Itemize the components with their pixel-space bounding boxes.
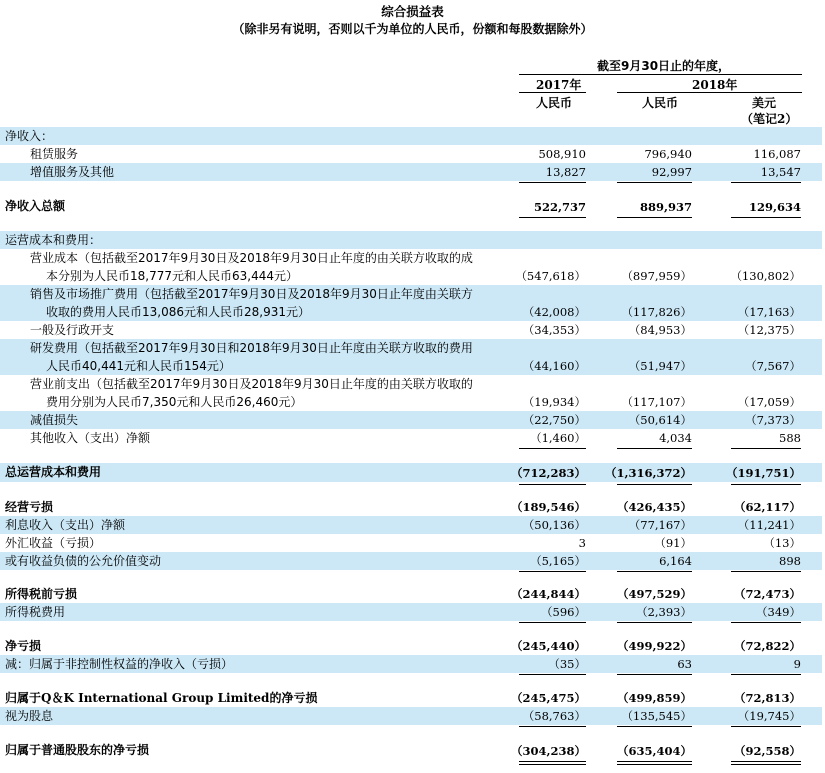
subtotal-rule — [731, 726, 801, 727]
row-label: 或有收益负债的公允价值变动 — [5, 554, 162, 568]
value-2018-usd: 13,547 — [760, 165, 801, 179]
row-impairment-loss — [0, 411, 822, 429]
row-label: 所得税费用 — [5, 605, 66, 619]
row-sales-marketing — [0, 285, 822, 321]
value-2017-rmb: （189,546） — [510, 500, 586, 514]
row-general-admin — [0, 321, 822, 339]
subtotal-rule — [519, 448, 586, 449]
value-2018-usd: （349） — [756, 605, 801, 619]
value-2017-rmb: （34,353） — [522, 323, 586, 337]
value-2017-rmb: 522,737 — [533, 200, 586, 214]
value-2017-rmb: （712,283） — [510, 466, 586, 480]
value-2018-rmb: （51,947） — [628, 359, 692, 373]
value-2018-rmb: 889,937 — [639, 200, 692, 214]
value-2017-rmb: 508,910 — [538, 147, 586, 161]
double-rule — [731, 761, 801, 765]
row-label: 净亏损 — [5, 639, 42, 653]
subtotal-rule — [519, 726, 586, 727]
statement-subtitle: （除非另有说明，否则以千为单位的人民币，份额和每股数据除外） — [232, 22, 593, 36]
value-2018-usd: （62,117） — [733, 500, 801, 514]
value-2018-usd: （7,567） — [745, 359, 801, 373]
subtotal-rule — [731, 674, 801, 675]
row-loss-before-tax — [0, 585, 822, 603]
row-label: 总运营成本和费用 — [5, 465, 102, 479]
row-label-continued: 本分别为人民币18,777元和人民币63,444元） — [46, 269, 298, 283]
value-2018-rmb: （50,614） — [628, 413, 692, 427]
subtotal-rule — [731, 182, 801, 183]
row-net-loss — [0, 637, 822, 655]
value-2018-usd: 116,087 — [753, 147, 801, 161]
year-2018-rule — [617, 92, 802, 93]
value-2018-usd: （191,751） — [725, 466, 801, 480]
double-rule — [617, 761, 692, 765]
value-2018-usd: 9 — [793, 657, 801, 671]
row-label-prefix: 归属于 — [5, 691, 42, 705]
year-2018-header: 2018年 — [692, 78, 738, 92]
value-2018-usd: （72,813） — [733, 691, 801, 705]
value-2018-rmb: 63 — [677, 657, 692, 671]
value-2018-usd: （7,373） — [745, 413, 801, 427]
row-label: 视为股息 — [5, 709, 54, 723]
subtotal-rule — [731, 484, 801, 485]
row-label — [5, 689, 317, 707]
value-2018-usd: （130,802） — [730, 269, 801, 283]
value-2018-rmb: 4,034 — [659, 431, 692, 445]
subtotal-rule — [617, 571, 692, 572]
row-label: 其他收入（支出）净额 — [30, 431, 151, 445]
row-label: 利息收入（支出）净额 — [5, 518, 126, 532]
value-2018-usd: 898 — [779, 554, 801, 568]
value-2018-usd: （17,059） — [737, 395, 801, 409]
row-rental-service — [0, 145, 822, 163]
row-net-loss-attributable-company — [0, 689, 822, 707]
value-2017-rmb: （244,844） — [510, 587, 586, 601]
value-2018-rmb: （497,529） — [616, 587, 692, 601]
subtotal-rule — [617, 448, 692, 449]
row-label: 增值服务及其他 — [30, 165, 115, 179]
value-2018-usd: 129,634 — [748, 200, 801, 214]
currency-rmb-2018: 人民币 — [642, 96, 679, 110]
currency-rmb-2017: 人民币 — [536, 96, 573, 110]
row-pre-opening — [0, 375, 822, 411]
value-2018-rmb: （135,545） — [621, 709, 692, 723]
row-label-continued: 收取的费用人民币13,086元和人民币28,931元） — [46, 305, 310, 319]
row-label: 运营成本和费用： — [5, 233, 102, 247]
company-name: Q＆K International Group Limited — [41, 691, 270, 705]
row-contingent-liability — [0, 552, 822, 570]
value-2018-rmb: （1,316,372） — [604, 466, 692, 480]
value-2018-rmb: （426,435） — [616, 500, 692, 514]
value-2017-rmb: （44,160） — [522, 359, 586, 373]
value-2017-rmb: （42,008） — [522, 305, 586, 319]
value-2017-rmb: （245,440） — [510, 639, 586, 653]
value-2018-rmb: （499,859） — [616, 691, 692, 705]
value-2018-rmb: （77,167） — [628, 518, 692, 532]
row-label: 销售及市场推广费用（包括截至2017年9月30日及2018年9月30日止年度由关联方 — [30, 287, 473, 301]
row-label-continued: 人民币40,441元和人民币154元） — [46, 359, 231, 373]
row-total-operating-costs — [0, 463, 822, 482]
row-cost-of-revenue — [0, 249, 822, 285]
value-2018-rmb: 6,164 — [659, 554, 692, 568]
value-2018-rmb: （635,404） — [616, 744, 692, 758]
value-2017-rmb: （547,618） — [515, 269, 586, 283]
row-label: 净收入： — [5, 129, 54, 143]
subtotal-rule — [617, 622, 692, 623]
row-label: 租赁服务 — [30, 147, 79, 161]
value-2018-usd: （12,375） — [737, 323, 801, 337]
value-2018-rmb: （897,959） — [621, 269, 692, 283]
row-label: 外汇收益（亏损） — [5, 536, 102, 550]
row-interest-income — [0, 516, 822, 534]
value-2018-rmb: （2,393） — [636, 605, 692, 619]
row-label: 减值损失 — [30, 413, 79, 427]
subtotal-rule — [617, 182, 692, 183]
row-total-net-revenue — [0, 197, 822, 216]
value-2017-rmb: （1,460） — [530, 431, 586, 445]
total-rule — [731, 217, 801, 218]
subtotal-rule — [731, 571, 801, 572]
row-fx-gain — [0, 534, 822, 552]
value-2017-rmb: （35） — [548, 657, 586, 671]
row-label: 净收入总额 — [5, 199, 66, 213]
value-2018-rmb: （117,826） — [621, 305, 692, 319]
subtotal-rule — [519, 484, 586, 485]
row-operating-loss — [0, 498, 822, 516]
year-2017-header: 2017年 — [536, 78, 582, 92]
total-rule — [519, 217, 586, 218]
row-net-revenue-heading — [0, 127, 822, 145]
value-2018-rmb: （499,922） — [616, 639, 692, 653]
value-2018-rmb: （84,953） — [628, 323, 692, 337]
total-rule — [617, 217, 692, 218]
value-2018-rmb: （117,107） — [621, 395, 692, 409]
value-2017-rmb: （596） — [541, 605, 586, 619]
value-2017-rmb: （19,934） — [522, 395, 586, 409]
value-2017-rmb: （5,165） — [530, 554, 586, 568]
row-label: 一般及行政开支 — [30, 323, 115, 337]
row-label-continued: 费用分别为人民币7,350元和人民币26,460元） — [46, 395, 303, 409]
row-label: 研发费用（包括截至2017年9月30日和2018年9月30日止年度由关联方收取的费用 — [30, 341, 473, 355]
value-2018-usd: （72,822） — [733, 639, 801, 653]
row-label: 营业前支出（包括截至2017年9月30日及2018年9月30日止年度的由关联方收取的 — [30, 377, 473, 391]
subtotal-rule — [519, 571, 586, 572]
value-2017-rmb: （50,136） — [522, 518, 586, 532]
row-label: 营业成本（包括截至2017年9月30日及2018年9月30日止年度的由关联方收取的成 — [30, 251, 473, 265]
value-2017-rmb: 13,827 — [545, 165, 586, 179]
row-label-suffix: 的净亏损 — [269, 691, 318, 705]
value-2017-rmb: 3 — [578, 536, 586, 550]
row-other-income — [0, 429, 822, 447]
subtotal-rule — [731, 448, 801, 449]
value-2017-rmb: （58,763） — [522, 709, 586, 723]
row-net-loss-ordinary-shareholders — [0, 741, 822, 760]
row-operating-costs-heading — [0, 231, 822, 249]
value-2018-usd: （19,745） — [737, 709, 801, 723]
value-2018-rmb: 796,940 — [644, 147, 692, 161]
value-2017-rmb: （22,750） — [522, 413, 586, 427]
period-header: 截至9月30日止的年度， — [597, 59, 731, 73]
value-2018-usd: （92,558） — [733, 744, 801, 758]
currency-note: （笔记2） — [741, 112, 798, 126]
value-2018-rmb: 92,997 — [651, 165, 692, 179]
year-2017-rule — [519, 92, 586, 93]
value-2018-usd: （17,163） — [737, 305, 801, 319]
value-2018-usd: （11,241） — [737, 518, 801, 532]
row-research-development — [0, 339, 822, 375]
row-deemed-dividend — [0, 707, 822, 725]
value-2018-usd: （13） — [763, 536, 801, 550]
row-label: 所得税前亏损 — [5, 587, 78, 601]
row-label: 归属于普通股股东的净亏损 — [5, 743, 150, 757]
row-value-added-services — [0, 163, 822, 181]
currency-usd-2018: 美元 — [752, 96, 777, 110]
value-2017-rmb: （304,238） — [510, 744, 586, 758]
value-2017-rmb: （245,475） — [510, 691, 586, 705]
subtotal-rule — [519, 622, 586, 623]
double-rule — [519, 761, 586, 765]
row-income-tax — [0, 603, 822, 621]
value-2018-usd: （72,473） — [733, 587, 801, 601]
value-2018-rmb: （91） — [654, 536, 692, 550]
subtotal-rule — [617, 484, 692, 485]
row-noncontrolling-interest — [0, 655, 822, 673]
subtotal-rule — [519, 674, 586, 675]
subtotal-rule — [519, 182, 586, 183]
subtotal-rule — [617, 726, 692, 727]
row-label: 减：归属于非控制性权益的净收入（亏损） — [5, 657, 234, 671]
statement-title: 综合损益表 — [381, 4, 444, 19]
subtotal-rule — [617, 674, 692, 675]
header-rule — [519, 74, 802, 75]
subtotal-rule — [731, 622, 801, 623]
value-2018-usd: 588 — [779, 431, 801, 445]
row-label: 经营亏损 — [5, 500, 54, 514]
